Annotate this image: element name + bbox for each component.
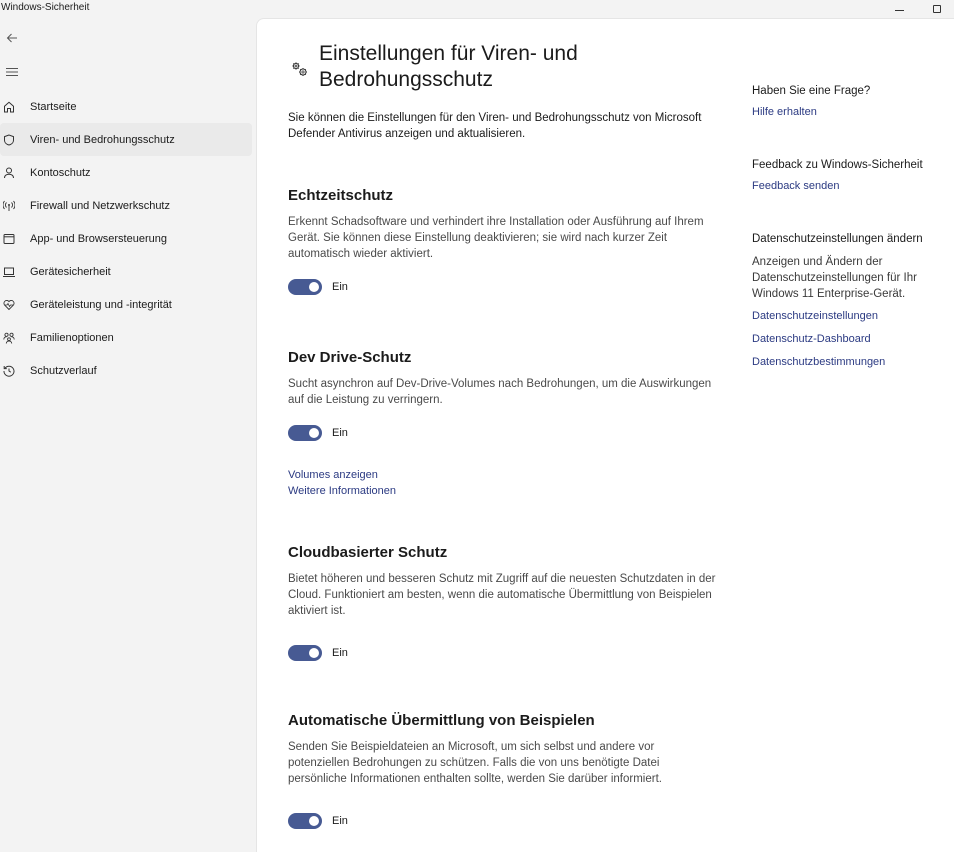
toggle-state-label: Ein (332, 815, 348, 827)
toggle-knob (309, 648, 319, 658)
volumes-anzeigen-link[interactable]: Volumes anzeigen (288, 469, 378, 481)
weitere-informationen-link[interactable]: Weitere Informationen (288, 485, 397, 497)
toggle-knob (309, 428, 319, 438)
sidebar-item-label: Startseite (30, 100, 77, 113)
sidebar-item-startseite[interactable] (0, 90, 252, 123)
maximize-icon (933, 5, 941, 13)
sidebar-item-label: Schutzverlauf (30, 364, 97, 377)
privacy-description: Anzeigen und Ändern der Datenschutzeinstellungen für Ihr Windows 11 Enterprise-Gerät. (752, 256, 917, 300)
toggle-row (288, 645, 348, 661)
help-block (752, 83, 952, 120)
maximize-button[interactable] (922, 0, 952, 18)
section-description: Erkennt Schadsoftware und verhindert ihre Installation oder Ausführung auf Ihrem Gerät. Sie können diese Einstellung deaktivieren; sie wird nach kurzer Zeit automatisch wieder aktiviert. (288, 216, 704, 260)
section-title: Echtzeitschutz (288, 187, 394, 204)
sidebar-item-firewall[interactable] (0, 189, 252, 222)
dev-drive-links (288, 467, 396, 499)
page-description: Sie können die Einstellungen für den Viren- und Bedrohungsschutz von Microsoft Defender Antivirus anzeigen und aktualisieren. (288, 112, 702, 140)
hilfe-erhalten-link[interactable]: Hilfe erhalten (752, 106, 817, 118)
toggle-row (288, 425, 348, 441)
family-icon (3, 332, 15, 344)
title-bar (0, 0, 954, 18)
minimize-button[interactable] (884, 0, 914, 18)
datenschutz-dashboard-link[interactable]: Datenschutz-Dashboard (752, 333, 871, 345)
feedback-heading: Feedback zu Windows-Sicherheit (752, 159, 923, 171)
toggle-state-label: Ein (332, 281, 348, 293)
gears-icon (289, 59, 313, 83)
cloudbasierter-schutz-toggle[interactable] (288, 645, 322, 661)
minimize-icon (895, 10, 904, 11)
laptop-icon (3, 266, 15, 278)
toggle-knob (309, 816, 319, 826)
back-arrow-icon (6, 32, 18, 44)
privacy-heading: Datenschutzeinstellungen ändern (752, 233, 923, 245)
toggle-row (288, 813, 348, 829)
toggle-knob (309, 282, 319, 292)
section-title: Automatische Übermittlung von Beispielen (288, 712, 595, 729)
section-description: Senden Sie Beispieldateien an Microsoft, um sich selbst und andere vor potenziellen Bedrohungen zu schützen. Falls die von uns benötigte Datei persönliche Informationen enthalten sollte, werden Sie darüber informiert. (288, 741, 662, 785)
sidebar (0, 90, 252, 387)
sidebar-item-kontoschutz[interactable] (0, 156, 252, 189)
shield-icon (3, 134, 15, 146)
feedback-block (752, 157, 952, 194)
toggle-row (288, 279, 348, 295)
browser-window-icon (3, 233, 15, 245)
menu-button[interactable] (0, 62, 24, 82)
help-heading: Haben Sie eine Frage? (752, 85, 871, 97)
section-description: Bietet höheren und besseren Schutz mit Zugriff auf die neuesten Schutzdaten in der Cloud. Funktioniert am besten, wenn die automatische Übermittlung von Beispielen aktiviert ist. (288, 573, 716, 617)
right-column (752, 83, 952, 370)
sidebar-item-geraetesicherheit[interactable] (0, 255, 252, 288)
privacy-block (752, 231, 952, 370)
person-icon (3, 167, 15, 179)
section-description: Sucht asynchron auf Dev-Drive-Volumes nach Bedrohungen, um die Auswirkungen auf die Leistung zu verringern. (288, 378, 712, 406)
echtzeitschutz-toggle[interactable] (288, 279, 322, 295)
section-cloudbasierter-schutz (288, 544, 718, 659)
back-button[interactable] (0, 28, 24, 48)
history-icon (3, 365, 15, 377)
home-icon (3, 101, 15, 113)
hamburger-menu-icon (6, 66, 18, 78)
sidebar-item-app-und-browsersteuerung[interactable] (0, 222, 252, 255)
sidebar-item-label: Gerätesicherheit (30, 265, 111, 278)
section-automatische-uebermittlung (288, 712, 718, 827)
section-title: Cloudbasierter Schutz (288, 544, 448, 561)
sidebar-item-schutzverlauf[interactable] (0, 354, 252, 387)
section-title: Dev Drive-Schutz (288, 349, 412, 366)
sidebar-item-viren-und-bedrohungsschutz[interactable] (0, 123, 252, 156)
sidebar-item-label: App- und Browsersteuerung (30, 232, 167, 245)
main-content (256, 18, 954, 852)
toggle-state-label: Ein (332, 427, 348, 439)
automatische-uebermittlung-toggle[interactable] (288, 813, 322, 829)
datenschutzbestimmungen-link[interactable]: Datenschutzbestimmungen (752, 356, 886, 368)
feedback-senden-link[interactable]: Feedback senden (752, 180, 840, 192)
sidebar-item-label: Familienoptionen (30, 331, 114, 344)
page-title: Einstellungen für Viren- und Bedrohungsschutz (319, 42, 578, 91)
section-dev-drive-schutz (288, 349, 718, 497)
sidebar-item-familienoptionen[interactable] (0, 321, 252, 354)
app-title: Windows-Sicherheit (1, 2, 90, 13)
sidebar-item-label: Geräteleistung und -integrität (30, 298, 172, 311)
heart-pulse-icon (3, 299, 15, 311)
sidebar-item-label: Firewall und Netzwerkschutz (30, 199, 170, 212)
sidebar-item-label: Viren- und Bedrohungsschutz (30, 133, 175, 146)
antenna-icon (3, 200, 15, 212)
section-echtzeitschutz (288, 187, 718, 293)
datenschutzeinstellungen-link[interactable]: Datenschutzeinstellungen (752, 310, 878, 322)
sidebar-item-label: Kontoschutz (30, 166, 91, 179)
dev-drive-schutz-toggle[interactable] (288, 425, 322, 441)
sidebar-item-geraeteleistung[interactable] (0, 288, 252, 321)
toggle-state-label: Ein (332, 647, 348, 659)
